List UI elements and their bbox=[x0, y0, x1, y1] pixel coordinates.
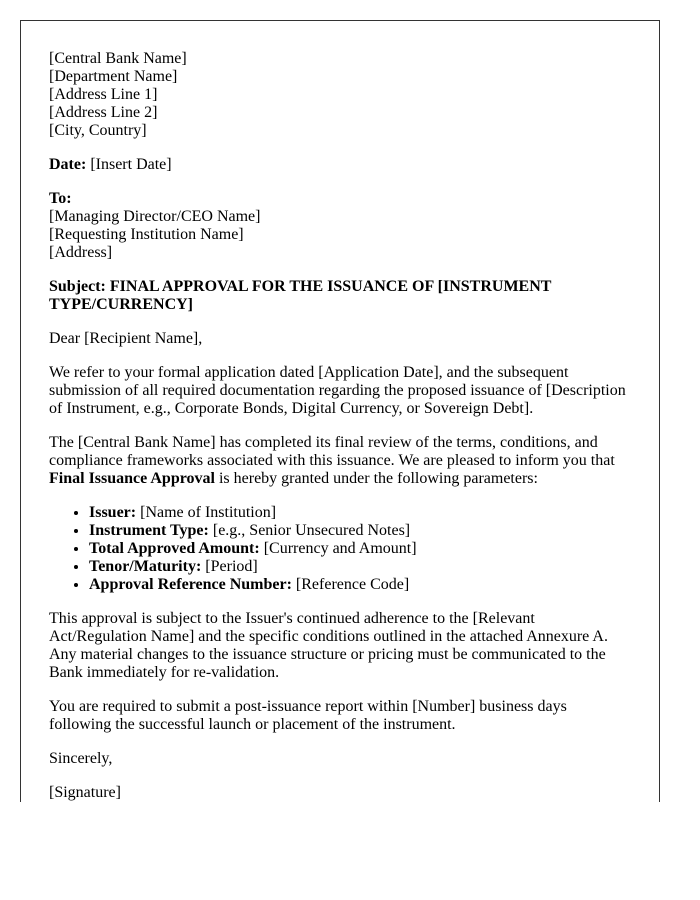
paragraph-conditions: This approval is subject to the Issuer's continued adherence to the [Relevant Act/Regulation Name] and the specific conditions outlined in the attached Annexure A. Any material changes to the issuance structure or pricing must be communicated to the Bank immediately for re-validation. bbox=[49, 610, 608, 681]
param-value: [Period] bbox=[201, 558, 258, 575]
salutation: Dear [Recipient Name], bbox=[49, 330, 203, 347]
sender-line: [City, Country] bbox=[49, 122, 147, 139]
subject-value: FINAL APPROVAL FOR THE ISSUANCE OF [INSTRUMENT TYPE/CURRENCY] bbox=[49, 278, 552, 313]
param-value: [Name of Institution] bbox=[136, 504, 277, 521]
paragraph-application: We refer to your formal application dated [Application Date], and the subsequent submission of all required documentation regarding the proposed issuance of [Description of Instrument, e.g., Corporate Bonds, Digital Currency, or Sovereign Debt]. bbox=[49, 364, 626, 417]
parameters-list bbox=[49, 504, 631, 594]
param-label: Total Approved Amount: bbox=[89, 540, 260, 557]
list-item bbox=[89, 504, 631, 522]
to-label: To: bbox=[49, 190, 72, 207]
param-value: [Reference Code] bbox=[291, 576, 410, 593]
recipient-line: [Address] bbox=[49, 244, 113, 261]
paragraph-reporting: You are required to submit a post-issuance report within [Number] business days following the successful launch or placement of the instrument. bbox=[49, 698, 567, 733]
sender-line: [Address Line 1] bbox=[49, 86, 158, 103]
approval-emphasis: Final Issuance Approval bbox=[49, 470, 215, 487]
param-value: [Currency and Amount] bbox=[259, 540, 417, 557]
param-label: Approval Reference Number: bbox=[89, 576, 292, 593]
text: is hereby granted under the following parameters: bbox=[214, 470, 538, 487]
subject-label: Subject: bbox=[49, 278, 106, 295]
text: The [Central Bank Name] has completed its final review of the terms, conditions, and compliance frameworks associated with this issuance. We are pleased to inform you that bbox=[49, 434, 615, 469]
closing: Sincerely, bbox=[49, 750, 113, 767]
param-label: Instrument Type: bbox=[89, 522, 209, 539]
param-value: [e.g., Senior Unsecured Notes] bbox=[208, 522, 411, 539]
subject-line bbox=[49, 278, 631, 314]
list-item bbox=[89, 540, 631, 558]
list-item bbox=[89, 558, 631, 576]
list-item bbox=[89, 576, 631, 594]
sender-line: [Central Bank Name] bbox=[49, 50, 187, 67]
recipient-line: [Managing Director/CEO Name] bbox=[49, 208, 261, 225]
date-line bbox=[49, 156, 631, 174]
recipient-block bbox=[49, 190, 631, 262]
date-value: [Insert Date] bbox=[86, 156, 172, 173]
recipient-line: [Requesting Institution Name] bbox=[49, 226, 244, 243]
sender-line: [Address Line 2] bbox=[49, 104, 158, 121]
param-label: Tenor/Maturity: bbox=[89, 558, 202, 575]
date-label: Date: bbox=[49, 156, 87, 173]
sender-line: [Department Name] bbox=[49, 68, 178, 85]
sender-address bbox=[49, 50, 631, 140]
param-label: Issuer: bbox=[89, 504, 137, 521]
paragraph-approval bbox=[49, 434, 631, 488]
letter-page bbox=[20, 20, 660, 802]
signature: [Signature] bbox=[49, 784, 121, 801]
list-item bbox=[89, 522, 631, 540]
